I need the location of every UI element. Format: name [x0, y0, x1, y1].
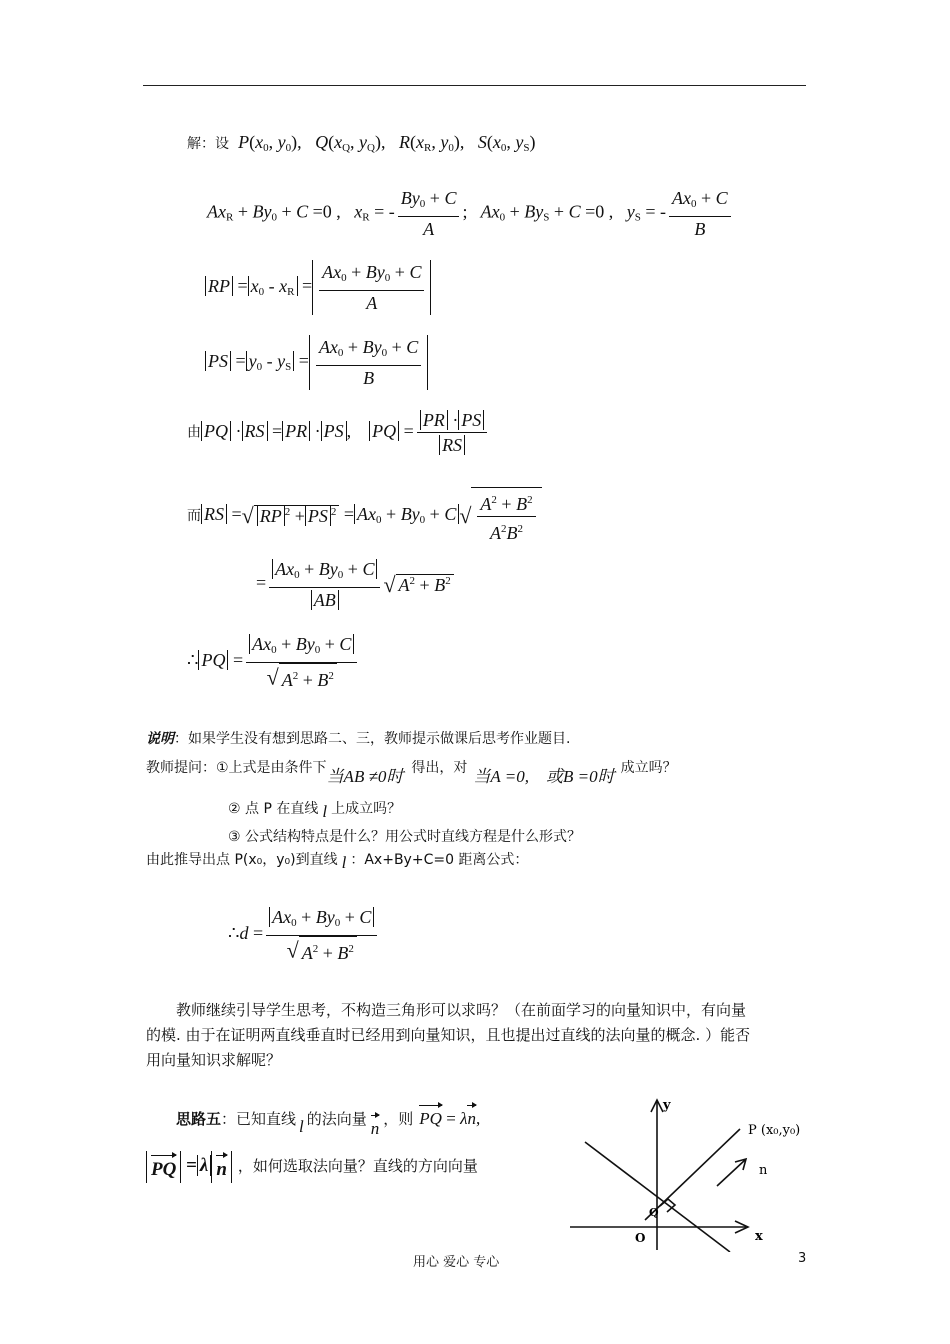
q2-suffix: 上成立吗？	[331, 801, 402, 817]
normal-vector	[717, 1160, 745, 1186]
n-label: n	[759, 1163, 768, 1178]
para-line-3: 用向量知识求解呢？	[146, 1051, 282, 1069]
you-label: 由	[187, 424, 201, 441]
tq-prefix: 教师提问：①上式是由条件下	[146, 760, 327, 776]
tq-mid: 得出，对	[411, 760, 468, 776]
derive-suffix: ：Ax+By+C=0 距离公式：	[350, 852, 529, 868]
idea5-line2-text: ，如何选取法向量？直线的方向向量	[237, 1157, 478, 1176]
eq-rp: RP = $x_0 - x_R$ = $\frac{Ax_0 + By_0 + C}{A}$	[205, 260, 431, 315]
tq-cond1: 当AB ≠0时	[326, 767, 404, 786]
footer-text: 用心 爱心 专心	[413, 1255, 500, 1270]
q2-prefix: ② 点 P 在直线	[228, 801, 319, 817]
note-text: ：如果学生没有想到思路二、三，教师提示做课后思考作业题目.	[174, 731, 571, 747]
idea5-text2: 的法向量	[306, 1110, 367, 1128]
derive-prefix: 由此推导出点 P(x₀，y₀)到直线	[146, 852, 338, 868]
q-label: Q	[649, 1206, 659, 1219]
teacher-question	[146, 752, 677, 786]
idea5-text1: ：已知直线	[221, 1110, 297, 1128]
eq-pq-relation: 由 PQ · RS = PR · PS , PQ = $\frac{PR \cdot PS}{RS}$	[187, 408, 490, 457]
solution-label: 解：设	[187, 136, 229, 152]
note-line	[146, 728, 570, 748]
solution-line	[187, 132, 535, 154]
er-label: 而	[187, 508, 201, 525]
header-rule	[143, 85, 806, 86]
eq-ps: PS = $y_0 - y_S$ = $\frac{Ax_0 + By_0 + C}{B}$	[205, 335, 428, 390]
tq-suffix: 成立吗？	[620, 760, 677, 776]
idea5-text3: ，则	[383, 1110, 414, 1128]
tq-cond2: 当A =0, 或B =0时	[473, 767, 615, 786]
question-3: ③ 公式结构特点是什么？用公式时直线方程是什么形式？	[228, 829, 581, 845]
idea5-line: 思路五：已知直线 l 的法向量 n ，则 PQ = λn,	[176, 1103, 480, 1129]
note-label: 说明	[146, 731, 174, 747]
p-label: P (x₀,y₀)	[748, 1123, 801, 1138]
x-label: x	[755, 1229, 763, 1244]
question-2: ② 点 P 在直线 l 上成立吗？	[228, 801, 402, 821]
y-label: y	[663, 1098, 671, 1113]
normal-vector-diagram	[565, 1092, 815, 1252]
eq-pq-result: ∴ PQ = $\frac{Ax_0 + By_0 + C}{√ A^2 + B^2}$	[187, 632, 360, 692]
idea5-label: 思路五	[176, 1110, 222, 1128]
origin-label: O	[635, 1231, 646, 1245]
point-defs: $P(x_0$, $y_0$), $Q(x_Q$, $y_Q$), $R(x_R$, $y_0$), $S(x_0$, $y_S$)	[238, 132, 536, 154]
derive-line: 由此推导出点 P(x₀，y₀)到直线 l ：Ax+By+C=0 距离公式：	[146, 852, 529, 872]
eq-xr-ys: $Ax_R + By_0 + C =0$ , $x_R$ = - $\frac{By_0 + C}{A}$ ; $Ax_0 + By_S + C =0$ , $y_S$ = - $\frac{Ax_0 + C}{B}$	[207, 186, 734, 241]
para-line-2: 的模. 由于在证明两直线垂直时已经用到向量知识，且也提出过直线的法向量的概念. ）能否	[146, 1026, 751, 1044]
idea5-line-2: PQ = λ n ，如何选取法向量？直线的方向向量	[146, 1151, 478, 1183]
page-number: 3	[798, 1251, 807, 1266]
para-line-1: 教师继续引导学生思考，不构造三角形可以求吗？（在前面学习的向量知识中，有向量	[176, 1001, 747, 1019]
distance-formula: ∴d = $\frac{Ax_0 + By_0 + C}{√ A^2 + B^2}$	[228, 905, 380, 965]
eq-rs-simplified: = $\frac{Ax_0 + By_0 + C}{AB}$ √ $A^2 + B^2$	[256, 557, 454, 612]
perpendicular-line	[645, 1129, 740, 1220]
eq-rs: 而 RS =√ RP $^2$ + PS $^2 = Ax_0 + By_0 + C$ √ $\frac{A^2 + B^2}{A^2B^2}$	[187, 487, 542, 545]
